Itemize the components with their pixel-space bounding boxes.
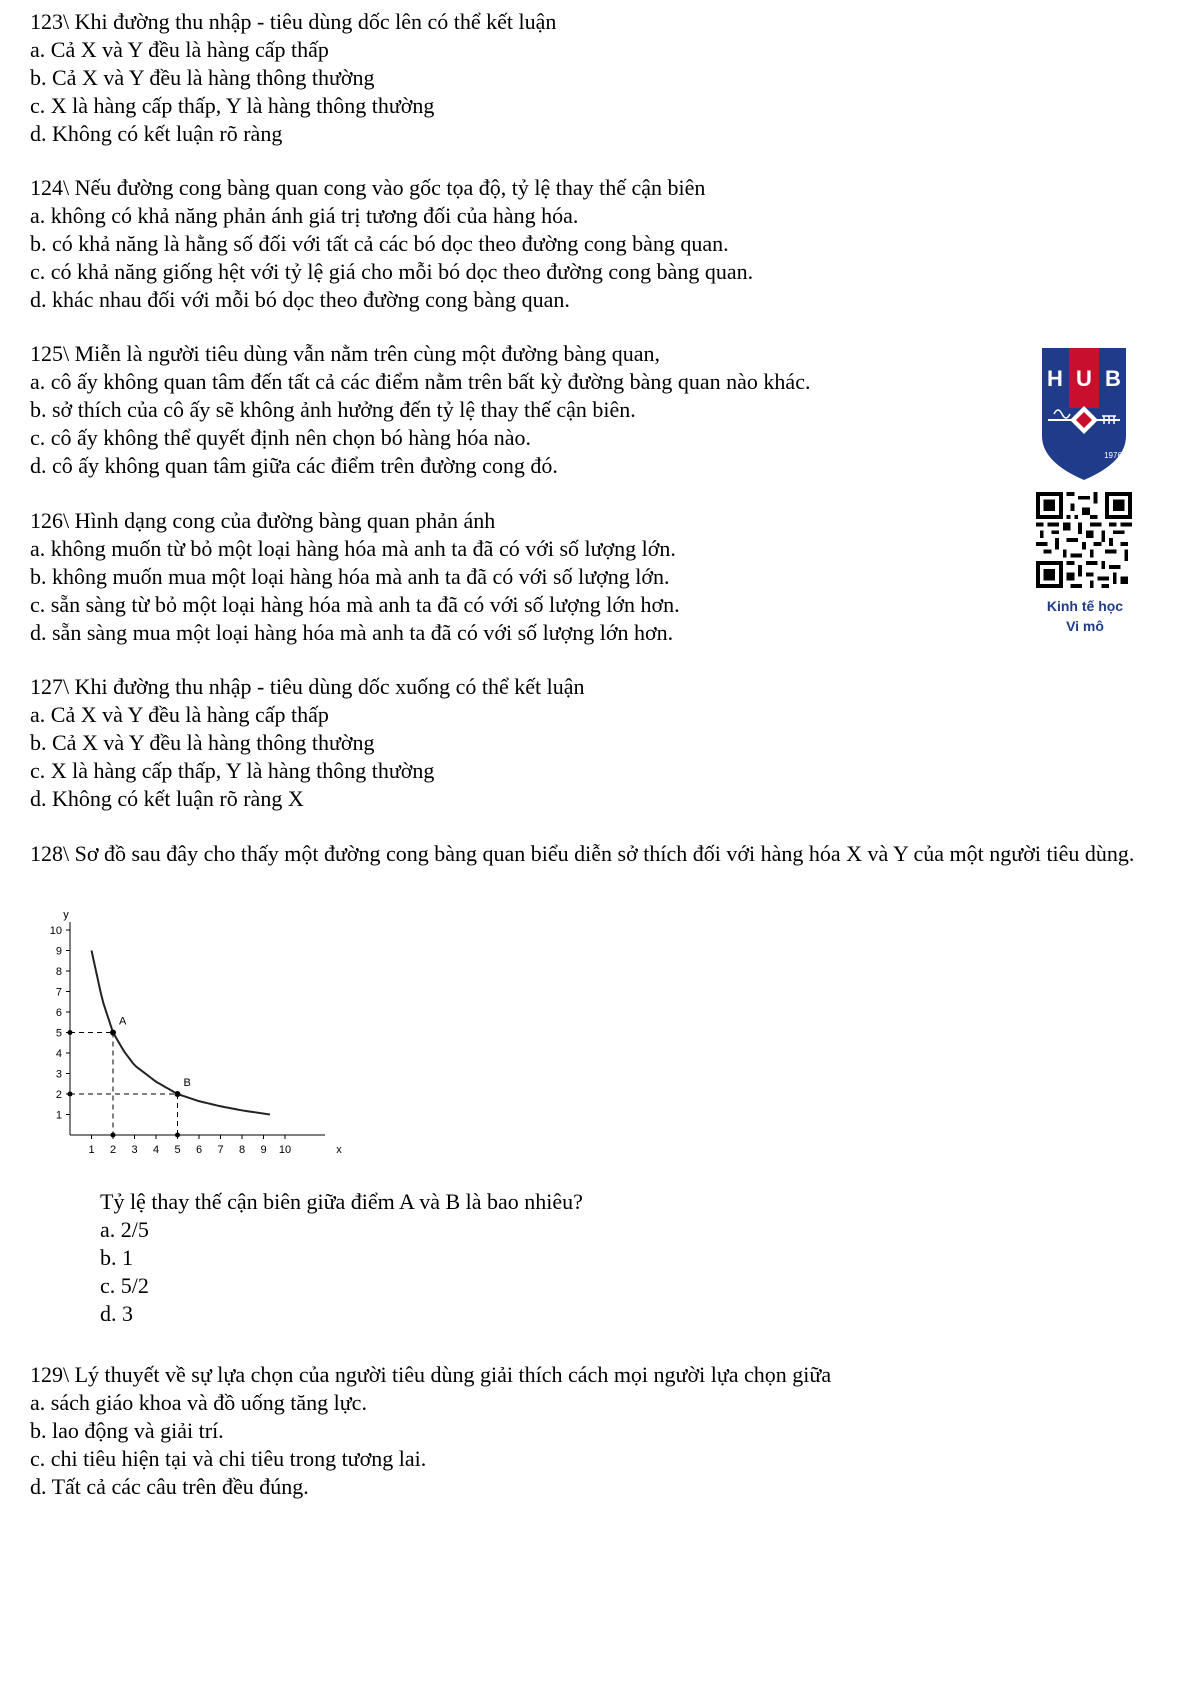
chart-series	[92, 951, 270, 1115]
option-d: d. khác nhau đối với mỗi bó dọc theo đường cong bàng quan.	[30, 287, 570, 312]
y-tick-label: 4	[55, 1048, 62, 1060]
y-tick-label: 7	[55, 986, 62, 999]
y-axis-dot	[68, 1030, 73, 1035]
y-tick-label: 3	[55, 1068, 62, 1081]
question-125	[30, 340, 810, 480]
option-d: d. 3	[100, 1301, 133, 1326]
option-b: b. không muốn mua một loại hàng hóa mà anh ta đã có với số lượng lớn.	[30, 564, 670, 589]
option-b: b. 1	[100, 1245, 133, 1270]
option-c: c. X là hàng cấp thấp, Y là hàng thông thường	[30, 758, 435, 783]
chart-points	[68, 1016, 191, 1138]
side-caption-line1: Kinh tế học	[1046, 598, 1124, 614]
question-text: 127\ Khi đường thu nhập - tiêu dùng dốc xuống có thể kết luận	[30, 674, 585, 699]
point-label-a: A	[119, 1015, 127, 1028]
x-tick-label: 6	[195, 1144, 203, 1156]
option-a: a. cô ấy không quan tâm đến tất cả các điểm nằm trên bất kỳ đường bàng quan nào khác.	[30, 369, 811, 394]
y-tick-label: 5	[55, 1027, 62, 1040]
option-c: c. X là hàng cấp thấp, Y là hàng thông thường	[30, 93, 435, 118]
x-tick-label: 10	[278, 1144, 292, 1156]
point-marker-a	[110, 1030, 116, 1036]
x-tick-label: 1	[88, 1144, 95, 1156]
option-c: c. 5/2	[100, 1273, 149, 1298]
option-c: c. sẵn sàng từ bỏ một loại hàng hóa mà anh ta đã có với số lượng lớn hơn.	[30, 592, 680, 617]
sub-question-text: Tỷ lệ thay thế cận biên giữa điểm A và B là bao nhiêu?	[100, 1189, 583, 1214]
question-126	[30, 507, 680, 647]
chart-ticks	[50, 925, 291, 1156]
question-text: 128\ Sơ đồ sau đây cho thấy một đường cong bàng quan biểu diễn sở thích đối với hàng hóa X và Y của một người tiêu dùng.	[30, 841, 1135, 866]
question-128	[30, 840, 1150, 868]
option-d: d. sẵn sàng mua một loại hàng hóa mà anh ta đã có với số lượng lớn hơn.	[30, 620, 674, 645]
question-127	[30, 673, 585, 813]
logo-year: 1976	[1104, 451, 1122, 460]
chart-axes	[63, 909, 342, 1156]
option-a: a. 2/5	[100, 1217, 149, 1242]
question-text: 124\ Nếu đường cong bàng quan cong vào gốc tọa độ, tỷ lệ thay thế cận biên	[30, 175, 706, 200]
point-label-b: B	[183, 1077, 191, 1089]
option-c: c. cô ấy không thể quyết định nên chọn bó hàng hóa nào.	[30, 425, 531, 450]
question-124	[30, 174, 753, 314]
question-text: 125\ Miễn là người tiêu dùng vẫn nằm trên cùng một đường bàng quan,	[30, 341, 661, 366]
logo-letter-h: H	[1047, 366, 1063, 391]
option-a: a. Cả X và Y đều là hàng cấp thấp	[30, 702, 329, 727]
option-a: a. Cả X và Y đều là hàng cấp thấp	[30, 37, 329, 62]
x-axis-dot	[111, 1133, 116, 1138]
option-a: a. sách giáo khoa và đồ uống tăng lực.	[30, 1390, 367, 1415]
x-axis-dot	[175, 1133, 180, 1138]
question-123	[30, 8, 556, 148]
option-b: b. có khả năng là hằng số đối với tất cả các bó dọc theo đường cong bàng quan.	[30, 231, 729, 256]
question-129	[30, 1361, 831, 1501]
indifference-curve-line	[92, 951, 270, 1115]
x-tick-label: 7	[217, 1144, 224, 1156]
option-d: d. Tất cả các câu trên đều đúng.	[30, 1474, 309, 1499]
x-tick-label: 3	[131, 1144, 138, 1156]
y-tick-label: 8	[55, 966, 62, 978]
option-b: b. Cả X và Y đều là hàng thông thường	[30, 730, 375, 755]
question-text: 129\ Lý thuyết về sự lựa chọn của người tiêu dùng giải thích cách mọi người lựa chọn giữa	[30, 1362, 832, 1387]
x-tick-label: 2	[109, 1144, 117, 1156]
y-tick-label: 6	[55, 1007, 62, 1019]
qr-code-icon	[1036, 492, 1132, 588]
logo-letter-b: B	[1105, 366, 1121, 391]
x-tick-label: 8	[238, 1144, 246, 1156]
x-tick-label: 5	[174, 1144, 181, 1156]
y-axis-label: y	[63, 909, 69, 921]
x-tick-label: 9	[260, 1144, 267, 1156]
x-axis-label: x	[336, 1144, 342, 1156]
x-tick-label: 4	[152, 1144, 160, 1156]
option-d: d. Không có kết luận rõ ràng X	[30, 786, 304, 811]
side-caption-line2: Vi mô	[1066, 618, 1104, 634]
option-b: b. sở thích của cô ấy sẽ không ảnh hưởng đến tỷ lệ thay thế cận biên.	[30, 397, 636, 422]
indifference-curve-chart	[30, 890, 342, 1170]
question-128-sub	[100, 1188, 583, 1328]
option-c: c. chi tiêu hiện tại và chi tiêu trong tương lai.	[30, 1446, 427, 1471]
point-marker-b	[175, 1091, 181, 1097]
option-c: c. có khả năng giống hệt với tỷ lệ giá cho mỗi bó dọc theo đường cong bàng quan.	[30, 259, 754, 284]
y-tick-label: 10	[49, 925, 62, 937]
hub-logo	[1036, 344, 1132, 484]
option-b: b. lao động và giải trí.	[30, 1418, 224, 1443]
option-a: a. không có khả năng phản ánh giá trị tương đối của hàng hóa.	[30, 203, 579, 228]
logo-letter-u: U	[1076, 366, 1092, 391]
side-caption	[1030, 596, 1140, 636]
y-tick-label: 9	[55, 945, 62, 958]
option-d: d. cô ấy không quan tâm giữa các điểm trên đường cong đó.	[30, 453, 558, 478]
y-tick-label: 1	[55, 1109, 62, 1122]
question-text: 126\ Hình dạng cong của đường bàng quan phản ánh	[30, 508, 496, 533]
y-tick-label: 2	[55, 1089, 62, 1101]
option-d: d. Không có kết luận rõ ràng	[30, 121, 283, 146]
option-b: b. Cả X và Y đều là hàng thông thường	[30, 65, 375, 90]
option-a: a. không muốn từ bỏ một loại hàng hóa mà anh ta đã có với số lượng lớn.	[30, 536, 676, 561]
question-text: 123\ Khi đường thu nhập - tiêu dùng dốc lên có thể kết luận	[30, 9, 557, 34]
y-axis-dot	[68, 1092, 73, 1097]
